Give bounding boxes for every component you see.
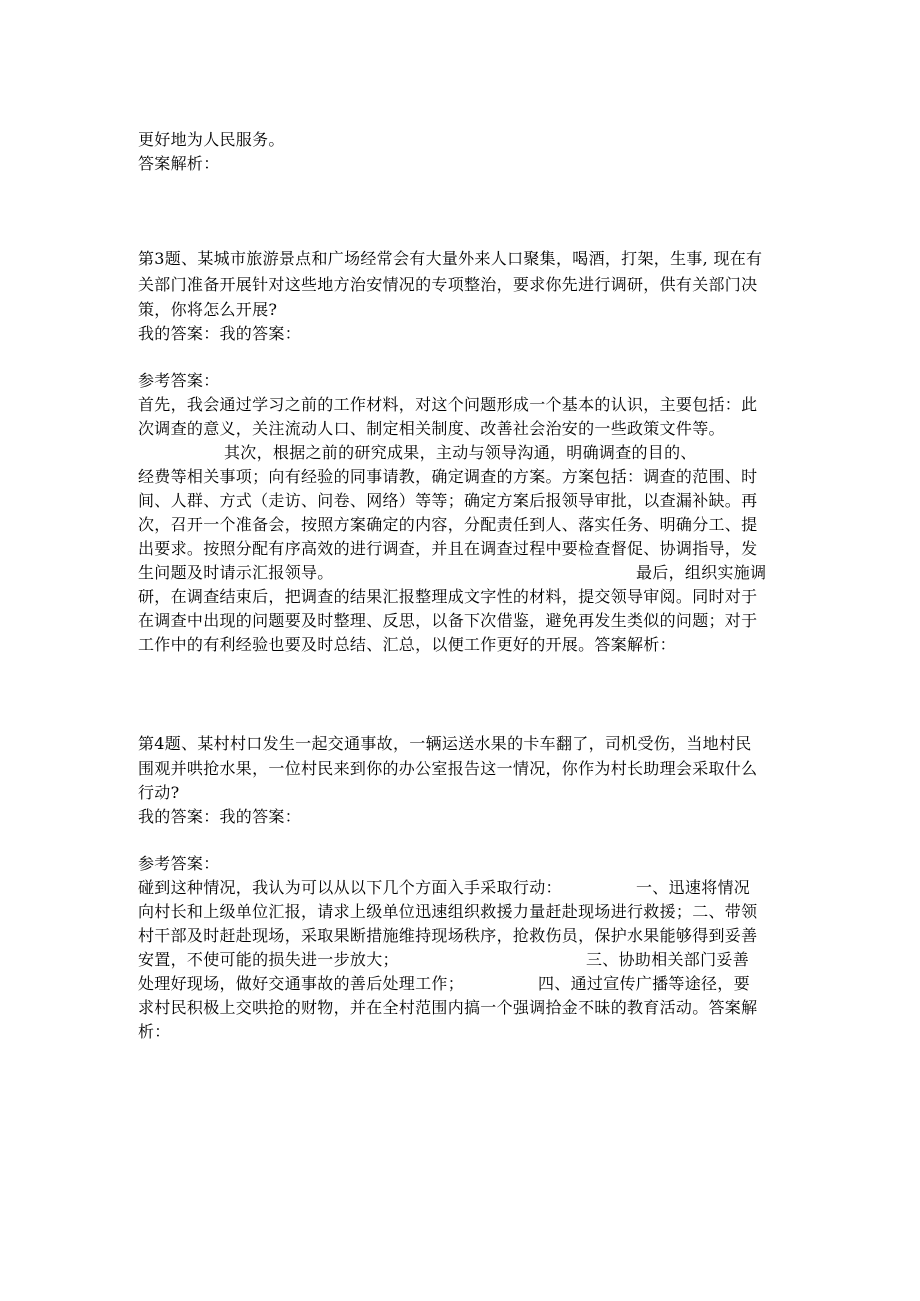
- q4-answer-line: 析：: [138, 1022, 171, 1041]
- q4-question-line: 围观并哄抢水果，一位村民来到你的办公室报告这一情况，你作为村长助理会采取什么: [138, 759, 758, 778]
- q3-answer-line: 生问题及时请示汇报领导。: [138, 563, 334, 582]
- q3-answer-line: 次调查的意义，关注流动人口、制定相关制度、改善社会治安的一些政策文件等。: [138, 419, 725, 438]
- q4-reference-label: 参考答案：: [138, 854, 220, 873]
- q3-answer-line: 工作中的有利经验也要及时总结、汇总，以便工作更好的开展。答案解析：: [138, 635, 676, 654]
- q3-answer-line: 次，召开一个准备会，按照方案确定的内容，分配责任到人、落实任务、明确分工、提: [138, 515, 758, 534]
- q3-answer-line: 其次，根据之前的研究成果，主动与领导沟通，明确调查的目的、: [224, 443, 697, 462]
- q3-my-answer: 我的答案：我的答案：: [138, 324, 302, 343]
- q3-answer-line: 研，在调查结束后，把调查的结果汇报整理成文字性的材料，提交领导审阅。同时对于: [138, 587, 758, 606]
- q4-question-line: 行动?: [138, 783, 180, 802]
- q4-my-answer: 我的答案：我的答案：: [138, 807, 302, 826]
- q3-answer-line: 最后，组织实施调: [636, 563, 767, 582]
- q4-answer-line: 一、迅速将情况: [636, 878, 751, 897]
- q4-answer-line: 安置，不使可能的损失进一步放大；: [138, 950, 399, 969]
- q4-answer-line: 向村长和上级单位汇报，请求上级单位迅速组织救援力量赶赴现场进行救援；二、带领: [138, 902, 758, 921]
- q3-answer-line: 出要求。按照分配有序高效的进行调查，并且在调查过程中要检查督促、协调指导，发: [138, 539, 758, 558]
- q4-answer-line: 三、协助相关部门妥善: [586, 950, 750, 969]
- q4-question-line: 第4题、某村村口发生一起交通事故，一辆运送水果的卡车翻了，司机受伤，当地村民: [138, 734, 752, 753]
- prev-analysis-label: 答案解析：: [138, 154, 220, 173]
- q4-answer-line: 村干部及时赶赴现场，采取果断措施维持现场秩序，抢救伤员，保护水果能够得到妥善: [138, 926, 758, 945]
- q4-answer-line: 处理好现场，做好交通事故的善后处理工作；: [138, 974, 465, 993]
- q3-answer-line: 经费等相关事项；向有经验的同事请教，确定调查的方案。方案包括：调查的范围、时: [138, 467, 758, 486]
- q3-answer-line: 间、人群、方式（走访、问卷、网络）等等；确定方案后报领导审批，以查漏补缺。再: [138, 491, 758, 510]
- prev-answer-tail: 更好地为人民服务。: [138, 130, 285, 149]
- q3-answer-line: 首先，我会通过学习之前的工作材料，对这个问题形成一个基本的认识，主要包括：此: [138, 395, 758, 414]
- q3-reference-label: 参考答案：: [138, 371, 220, 390]
- q3-answer-line: 在调查中出现的问题要及时整理、反思，以备下次借鉴，避免再发生类似的问题；对于: [138, 611, 758, 630]
- q4-answer-line: 四、通过宣传广播等途径，要: [538, 974, 750, 993]
- q3-question-line: 关部门准备开展针对这些地方治安情况的专项整治，要求你先进行调研，供有关部门决: [138, 275, 758, 294]
- q3-question-line: 策，你将怎么开展?: [138, 300, 278, 319]
- q4-answer-line: 求村民积极上交哄抢的财物，并在全村范围内搞一个强调拾金不昧的教育活动。答案解: [138, 998, 758, 1017]
- q4-answer-line: 碰到这种情况，我认为可以从以下几个方面入手采取行动：: [138, 878, 562, 897]
- q3-question-line: 第3题、某城市旅游景点和广场经常会有大量外来人口聚集，喝酒，打架，生事, 现在有: [138, 249, 763, 268]
